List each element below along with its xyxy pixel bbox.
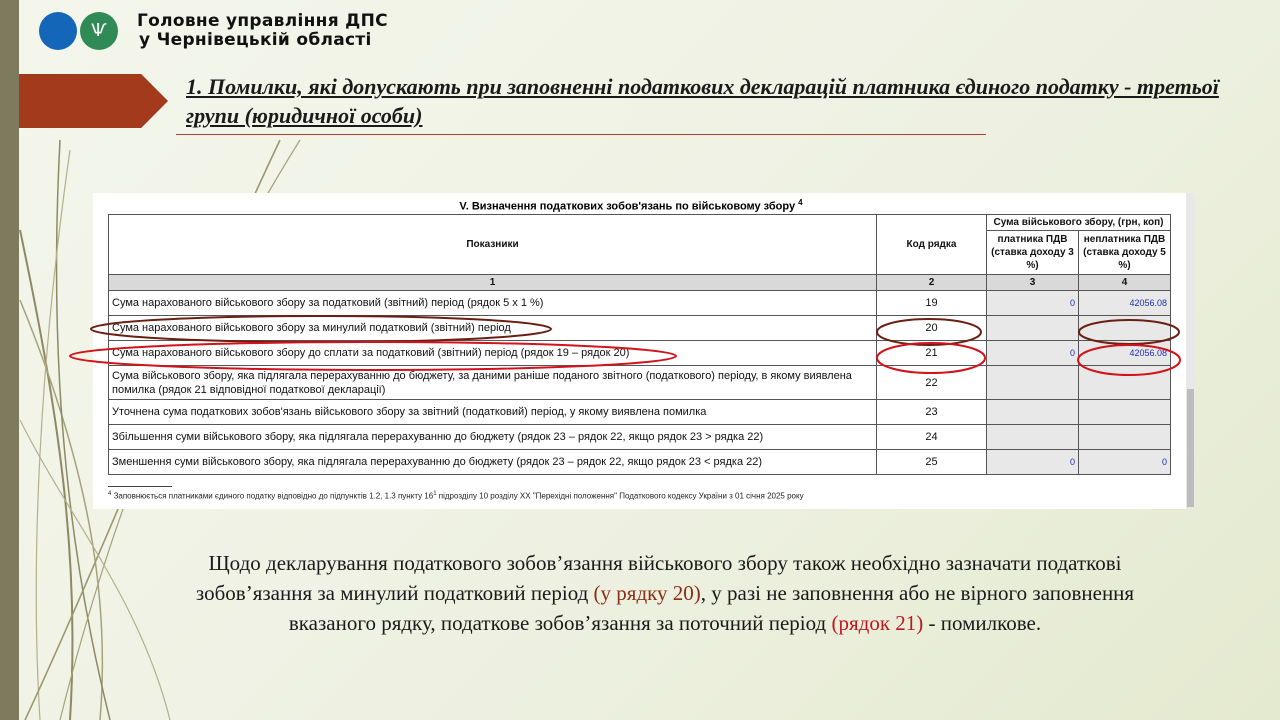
footnote	[108, 491, 804, 501]
column-numbers-row	[109, 275, 1171, 291]
row-label: Зменшення суми військового збору, яка підлягала перерахуванню до бюджету (рядок 23 – рядок 22, якщо рядок 23 < рядка 22)	[109, 450, 877, 475]
col-number: 4	[1079, 275, 1171, 291]
table-row	[109, 400, 1171, 425]
table-row	[109, 316, 1171, 341]
footnote-text-part1: Заповнюється платниками єдиного податку відповідно до підпунктів 1.2, 1.3 пункту 16	[111, 491, 434, 501]
row-non-vat-value: 42056.08	[1079, 341, 1171, 366]
col-number: 1	[109, 275, 877, 291]
military-levy-table	[108, 214, 1171, 475]
explanation-part1: Щодо декларування податкового зобов’язання військового збору також необхідно зазначати податкові зобов’язання за минулий податковий період	[195, 551, 1122, 605]
table-row	[109, 425, 1171, 450]
row-label: Уточнена сума податкових зобов'язань військового збору за звітний (податковий) період, у якому виявлена помилка	[109, 400, 877, 425]
row-label: Сума військового збору, яка підлягала перерахуванню до бюджету, за даними раніше поданого звітного (податкового) періоду, в якому виявлена помилка (рядок 21 відповідної податкової декларації)	[109, 366, 877, 400]
header-non-vat-payer: неплатника ПДВ (ставка доходу 5 %)	[1079, 231, 1171, 275]
explanation-paragraph	[150, 548, 1180, 638]
row-label: Збільшення суми військового збору, яка підлягала перерахуванню до бюджету (рядок 23 – рядок 22, якщо рядок 23 > рядка 22)	[109, 425, 877, 450]
row-vat-value: 0	[987, 341, 1079, 366]
header-sum-group: Сума військового збору, (грн, коп)	[987, 215, 1171, 231]
organization-name	[137, 12, 388, 50]
blue-circle-icon	[39, 12, 77, 50]
org-line-2: у Чернівецькій області	[139, 30, 372, 50]
col-number: 2	[877, 275, 987, 291]
row-code: 24	[877, 425, 987, 450]
row-vat-value	[987, 400, 1079, 425]
row-code: 19	[877, 291, 987, 316]
table-row	[109, 341, 1171, 366]
org-line-1: Головне управління ДПС	[137, 11, 388, 31]
row-vat-value: 0	[987, 450, 1079, 475]
row-non-vat-value: 0	[1079, 450, 1171, 475]
title-arrow-shape	[19, 74, 168, 128]
row-non-vat-value	[1079, 316, 1171, 341]
header-vat-payer: платника ПДВ (ставка доходу 3 %)	[987, 231, 1079, 275]
header-indicators: Показники	[109, 215, 877, 275]
explanation-part2: , у разі не заповнення або не вірного заповнення вказаного рядку, податкове зобов’язання за поточний період	[288, 581, 1135, 635]
form-scrollbar-thumb	[1187, 389, 1194, 507]
trident-icon: Ѱ	[80, 12, 118, 50]
row-code: 20	[877, 316, 987, 341]
form-section-title	[93, 198, 1169, 213]
declaration-form-screenshot	[93, 193, 1195, 509]
footnote-sup2: 1	[433, 491, 437, 497]
row-vat-value	[987, 316, 1079, 341]
explanation-highlight-row20: (у рядку 20)	[593, 581, 701, 605]
title-underline-rule	[176, 134, 986, 135]
row-vat-value	[987, 425, 1079, 450]
explanation-part3: - помилкове.	[923, 611, 1042, 635]
row-code: 21	[877, 341, 987, 366]
row-code: 23	[877, 400, 987, 425]
form-section-title-sup: 4	[798, 198, 803, 207]
logo	[39, 12, 120, 50]
footnote-marker: 4	[108, 491, 112, 497]
row-code: 22	[877, 366, 987, 400]
row-non-vat-value: 42056.08	[1079, 291, 1171, 316]
table-row	[109, 366, 1171, 400]
footnote-rule	[108, 486, 172, 487]
slide-title-text: 1. Помилки, які допускають при заповненні податкових декларацій платника єдиного податку - третьої групи (юридичної особи)	[186, 74, 1219, 128]
row-non-vat-value	[1079, 425, 1171, 450]
explanation-highlight-row21: (рядок 21)	[831, 611, 924, 635]
row-label: Сума нарахованого військового збору за минулий податковий (звітний) період	[109, 316, 877, 341]
row-vat-value: 0	[987, 291, 1079, 316]
row-vat-value	[987, 366, 1079, 400]
footnote-text-part2: підрозділу 10 розділу XX "Перехідні положення" Податкового кодексу України з 01 січня 2025 року	[436, 491, 804, 501]
row-non-vat-value	[1079, 400, 1171, 425]
header-row-code: Код рядка	[877, 215, 987, 275]
table-row	[109, 450, 1171, 475]
slide-title	[186, 72, 1236, 130]
form-section-title-text: V. Визначення податкових зобов'язань по військовому збору	[459, 200, 796, 213]
col-number: 3	[987, 275, 1079, 291]
row-code: 25	[877, 450, 987, 475]
row-label: Сума нарахованого військового збору за податковий (звітний) період (рядок 5 х 1 %)	[109, 291, 877, 316]
row-label: Сума нарахованого військового збору до сплати за податковий (звітний) період (рядок 19 – рядок 20)	[109, 341, 877, 366]
table-row	[109, 291, 1171, 316]
form-scrollbar	[1186, 193, 1195, 509]
row-non-vat-value	[1079, 366, 1171, 400]
